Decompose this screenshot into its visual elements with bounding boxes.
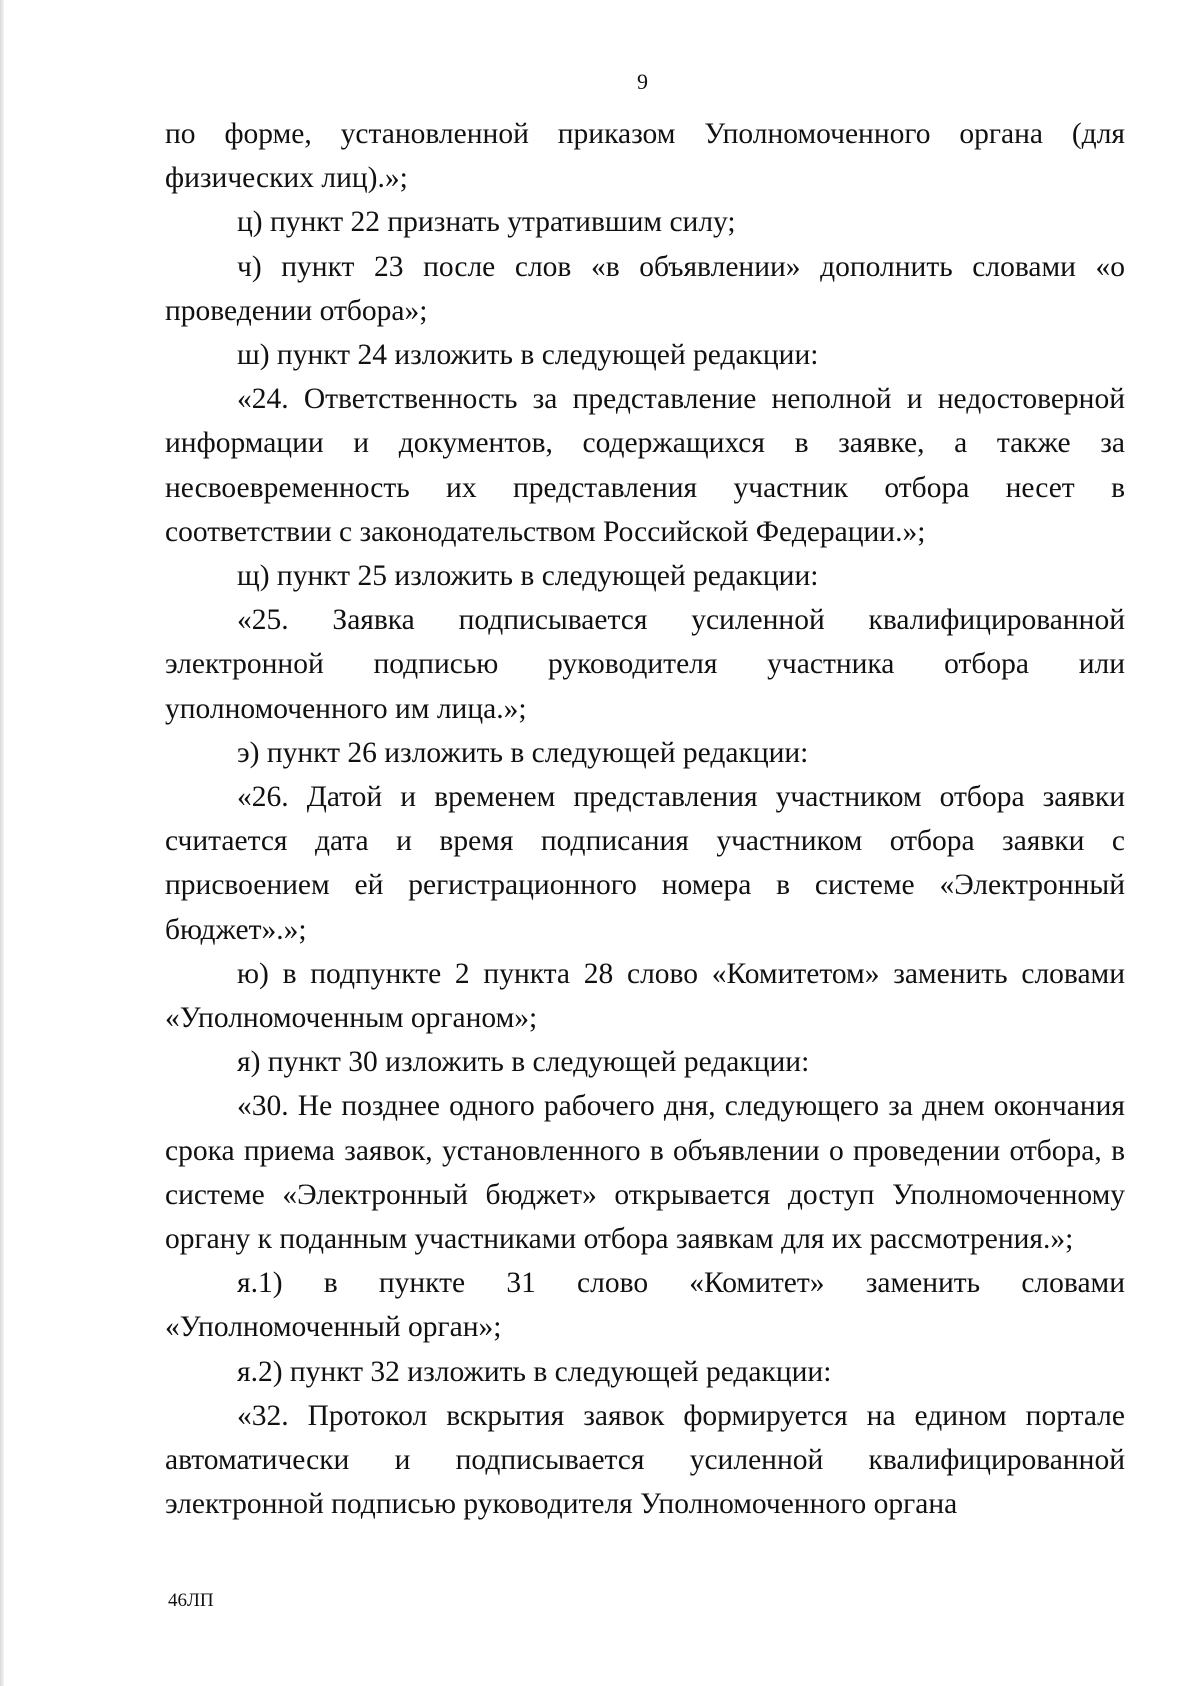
paragraph: по форме, установленной приказом Уполномоченного органа (для физических лиц).»; <box>165 118 1125 195</box>
document-body <box>165 112 1125 1527</box>
paragraph: «26. Датой и временем представления участником отбора заявки считается дата и время подписания участником отбора заявки с присвоением ей регистрационного номера в системе «Электронный бюджет».»; <box>165 781 1125 946</box>
paragraph: ю) в подпункте 2 пункта 28 слово «Комитетом» заменить словами «Уполномоченным органом»; <box>165 957 1125 1035</box>
footer-document-code: 46ЛП <box>168 1590 214 1611</box>
paragraph: щ) пункт 25 изложить в следующей редакции: <box>237 560 819 593</box>
paragraph: «32. Протокол вскрытия заявок формируется на едином портале автоматически и подписывается усиленной квалифицированной электронной подписью руководителя Уполномоченного органа <box>165 1399 1125 1521</box>
page-number: 9 <box>637 69 648 94</box>
paragraph: «24. Ответственность за представление неполной и недостоверной информации и документов, содержащихся в заявке, а также за несвоевременность их представления участник отбора несет в соответствии с законодательством Российской Федерации.»; <box>165 383 1125 548</box>
paragraph: я.1) в пункте 31 слово «Комитет» заменить словами «Уполномоченный орган»; <box>165 1267 1125 1344</box>
paragraph: «25. Заявка подписывается усиленной квалифицированной электронной подписью руководителя участника отбора или уполномоченного им лица.»; <box>165 604 1125 725</box>
paragraph: э) пункт 26 изложить в следующей редакции: <box>237 736 809 769</box>
paragraph: ш) пункт 24 изложить в следующей редакции: <box>237 339 819 372</box>
paragraph: «30. Не позднее одного рабочего дня, следующего за днем окончания срока приема заявок, установленного в объявлении о проведении отбора, в системе «Электронный бюджет» открывается доступ Уполномоченному органу к поданным участниками отбора заявкам для их рассмотрения.»; <box>165 1090 1125 1256</box>
paragraph: ц) пункт 22 признать утратившим силу; <box>237 206 736 239</box>
paragraph: я) пункт 30 изложить в следующей редакции: <box>237 1046 810 1079</box>
paragraph: я.2) пункт 32 изложить в следующей редакции: <box>237 1355 832 1388</box>
scan-edge <box>0 0 4 1686</box>
paragraph: ч) пункт 23 после слов «в объявлении» дополнить словами «о проведении отбора»; <box>165 250 1125 327</box>
